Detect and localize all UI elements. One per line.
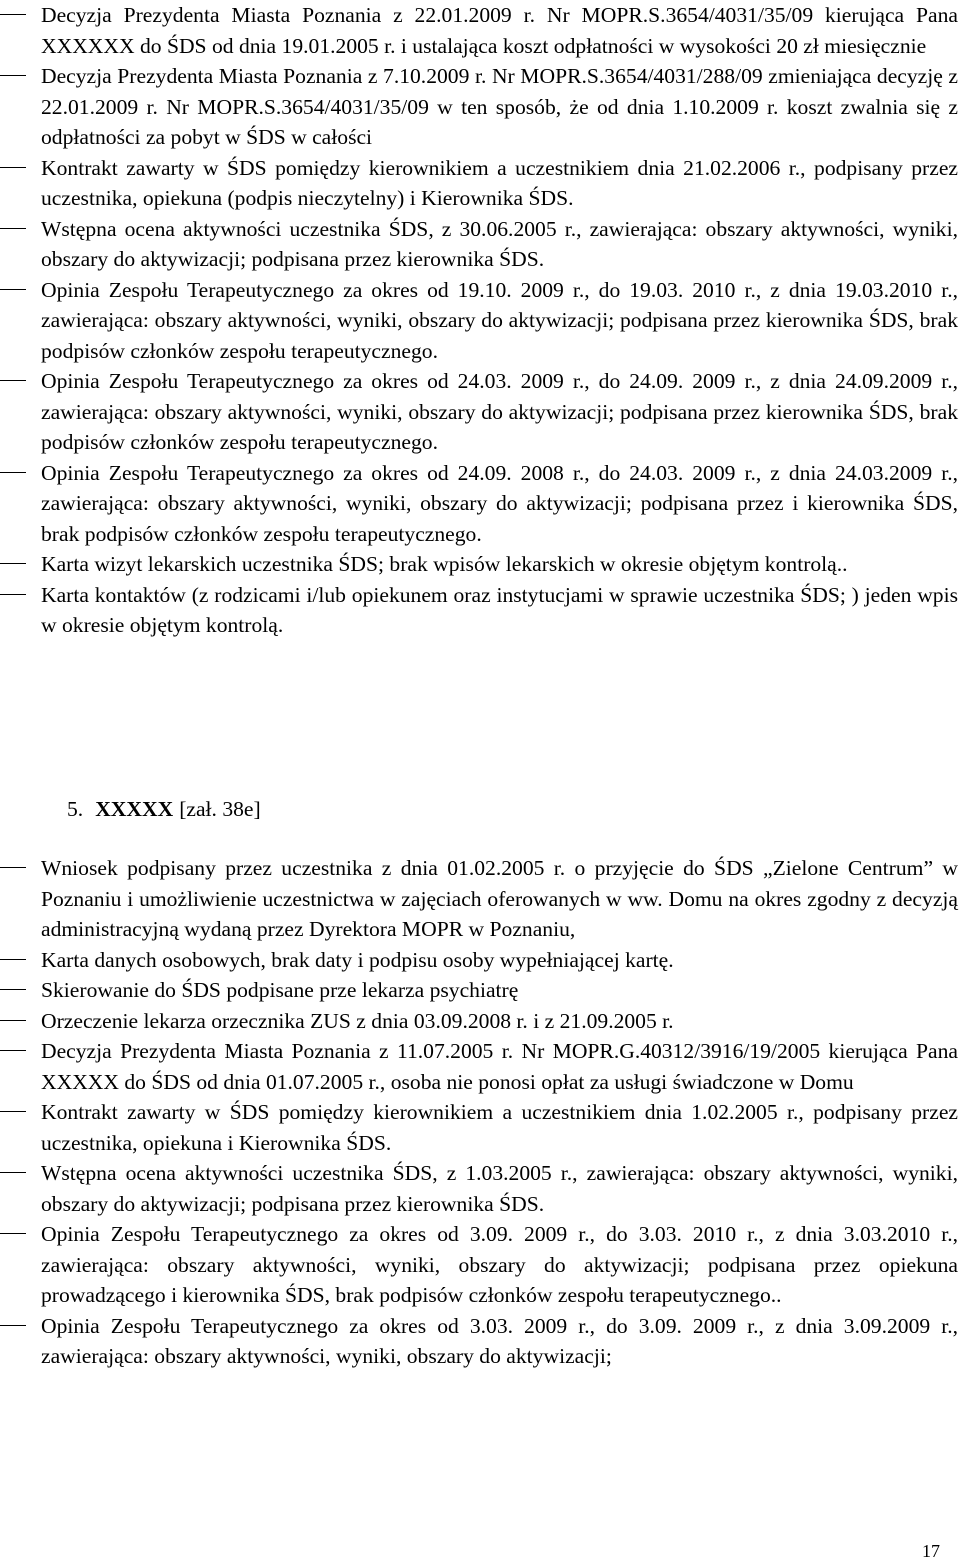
dash-bullet-icon [0, 380, 26, 381]
list-item-text: Decyzja Prezydenta Miasta Poznania z 11.07.2005 r. Nr MOPR.G.40312/3916/19/2005 kierująca Pana XXXXX do ŚDS od dnia 01.07.2005 r., osoba nie ponosi opłat za usługi świadczone w Domu [41, 1039, 958, 1094]
list-item-text: Opinia Zespołu Terapeutycznego za okres od 3.03. 2009 r., do 3.09. 2009 r., z dnia 3.09.2009 r., zawierająca: obszary aktywności, wyniki, obszary do aktywizacji; [41, 1313, 958, 1368]
list-item-text: Kontrakt zawarty w ŚDS pomiędzy kierownikiem a uczestnikiem dnia 21.02.2006 r., podpisany przez uczestnika, opiekuna (podpis nieczytelny) i Kierownika ŚDS. [41, 155, 958, 210]
list-item-text: Opinia Zespołu Terapeutycznego za okres od 24.09. 2008 r., do 24.03. 2009 r., z dnia 24.03.2009 r., zawierająca: obszary aktywności, wyniki, obszary do aktywizacji; podpisana przez i kierownika ŚDS, brak podpisów członków zespołu terapeutycznego. [41, 460, 958, 546]
dash-bullet-icon [0, 563, 26, 564]
list-item [0, 1006, 958, 1037]
dash-bullet-icon [0, 989, 26, 990]
dash-bullet-icon [0, 167, 26, 168]
list-item [0, 275, 958, 367]
list-item [0, 945, 958, 976]
list-item-text: Decyzja Prezydenta Miasta Poznania z 22.01.2009 r. Nr MOPR.S.3654/4031/35/09 kierująca Pana XXXXXX do ŚDS od dnia 19.01.2005 r. i ustalająca koszt odpłatności w wysokości 20 zł miesięcznie [41, 3, 958, 58]
dash-bullet-icon [0, 1233, 26, 1234]
dash-bullet-icon [0, 1172, 26, 1173]
dash-bullet-icon [0, 959, 26, 960]
list-item [0, 366, 958, 458]
section-name: XXXXX [95, 797, 174, 821]
dash-bullet-icon [0, 228, 26, 229]
list-item-text: Kontrakt zawarty w ŚDS pomiędzy kierownikiem a uczestnikiem dnia 1.02.2005 r., podpisany przez uczestnika, opiekuna i Kierownika ŚDS. [41, 1100, 958, 1155]
dash-bullet-icon [0, 14, 26, 15]
dash-bullet-icon [0, 289, 26, 290]
list-item [0, 0, 958, 61]
dash-bullet-icon [0, 472, 26, 473]
document-list-top [0, 0, 958, 641]
list-item-text: Wstępna ocena aktywności uczestnika ŚDS, z 1.03.2005 r., zawierająca: obszary aktywności, wyniki, obszary do aktywizacji; podpisana przez kierownika ŚDS. [41, 1161, 958, 1216]
list-item [0, 1036, 958, 1097]
dash-bullet-icon [0, 867, 26, 868]
list-item [0, 1097, 958, 1158]
list-item-text: Karta danych osobowych, brak daty i podpisu osoby wypełniającej kartę. [41, 947, 674, 972]
list-item-text: Wstępna ocena aktywności uczestnika ŚDS, z 30.06.2005 r., zawierająca: obszary aktywności, wyniki, obszary do aktywizacji; podpisana przez kierownika ŚDS. [41, 216, 958, 271]
dash-bullet-icon [0, 1020, 26, 1021]
list-item-text: Opinia Zespołu Terapeutycznego za okres od 24.03. 2009 r., do 24.09. 2009 r., z dnia 24.09.2009 r., zawierająca: obszary aktywności, wyniki, obszary do aktywizacji; podpisana przez kierownika ŚDS, brak podpisów członków zespołu terapeutycznego. [41, 369, 958, 454]
dash-bullet-icon [0, 594, 26, 595]
dash-bullet-icon [0, 1111, 26, 1112]
list-item [0, 1158, 958, 1219]
list-item [0, 458, 958, 550]
dash-bullet-icon [0, 75, 26, 76]
document-list-bottom [0, 853, 958, 1372]
list-item-text: Orzeczenie lekarza orzecznika ZUS z dnia 03.09.2008 r. i z 21.09.2005 r. [41, 1008, 674, 1033]
list-item-text: Karta kontaktów (z rodzicami i/lub opiekunem oraz instytucjami w sprawie uczestnika ŚDS; ) jeden wpis w okresie objętym kontrolą. [41, 582, 958, 637]
list-item-text: Wniosek podpisany przez uczestnika z dnia 01.02.2005 r. o przyjęcie do ŚDS „Zielone Centrum” w Poznaniu i umożliwienie uczestnictwa w zajęciach oferowanych w ww. Domu na okres zgodny z decyzją administracyjną wydaną przez Dyrektora MOPR w Poznaniu, [41, 856, 958, 941]
list-item [0, 1219, 958, 1311]
list-item [0, 580, 958, 641]
page-number: 17 [922, 1541, 940, 1561]
list-item [0, 214, 958, 275]
dash-bullet-icon [0, 1325, 26, 1326]
list-item-text: Decyzja Prezydenta Miasta Poznania z 7.10.2009 r. Nr MOPR.S.3654/4031/288/09 zmieniająca decyzję z 22.01.2009 r. Nr MOPR.S.3654/4031/35/09 w ten sposób, że od dnia 1.10.2009 r. koszt zwalnia się z odpłatności za pobyt w ŚDS w całości [41, 64, 958, 149]
section-number: 5. [67, 797, 84, 821]
list-item [0, 853, 958, 945]
list-item [0, 975, 958, 1006]
section-heading [67, 794, 261, 824]
list-item [0, 1311, 958, 1372]
dash-bullet-icon [0, 1050, 26, 1051]
list-item-text: Opinia Zespołu Terapeutycznego za okres od 3.09. 2009 r., do 3.03. 2010 r., z dnia 3.03.2010 r., zawierająca: obszary aktywności, wyniki, obszary do aktywizacji; podpisana przez opiekuna prowadzącego i kierownika ŚDS, brak podpisów członków zespołu terapeutycznego.. [41, 1222, 958, 1307]
list-item [0, 61, 958, 153]
list-item-text: Opinia Zespołu Terapeutycznego za okres od 19.10. 2009 r., do 19.03. 2010 r., z dnia 19.03.2010 r., zawierająca: obszary aktywności, wyniki, obszary do aktywizacji; podpisana przez kierownika ŚDS, brak podpisów członków zespołu terapeutycznego. [41, 277, 958, 363]
list-item-text: Skierowanie do ŚDS podpisane prze lekarza psychiatrę [41, 978, 519, 1002]
list-item [0, 549, 958, 580]
section-attachment-ref: [zał. 38e] [179, 797, 261, 821]
list-item [0, 153, 958, 214]
list-item-text: Karta wizyt lekarskich uczestnika ŚDS; brak wpisów lekarskich w okresie objętym kontrolą.. [41, 552, 848, 576]
